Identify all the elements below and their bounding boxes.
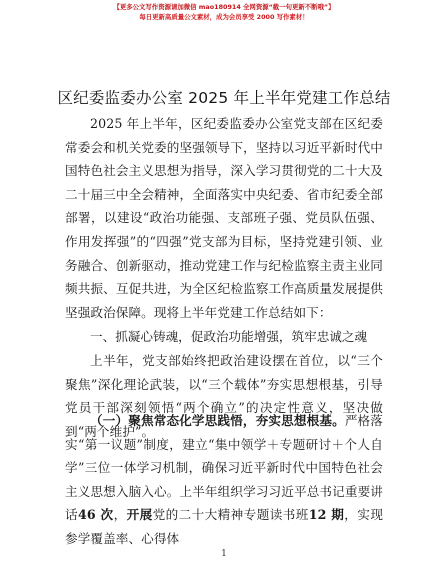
- section-heading-1: 一、抓凝心铸魂，促政治功能增强，筑牢忠诚之魂: [90, 329, 368, 344]
- section1-paragraph: 上半年，党支部始终把政治建设摆在首位，以“三个聚焦”深化理论武装，以“三个载体”夯实思想根基，引导党员干部深刻领悟“两个确立”的决定性意义，坚决做到“两个维护”。: [65, 353, 383, 439]
- subsection1-bold-b: 开展: [126, 507, 153, 523]
- page-number: 1: [221, 549, 227, 559]
- subsection1-count-1: 46 次: [78, 507, 114, 523]
- subsection1-count-2: 12 期: [308, 507, 345, 523]
- intro-paragraph: 2025 年上半年，区纪委监委办公室党支部在区纪委常委会和机关党委的坚强领导下，坚持以习近平新时代中国特色社会主义思想为指导，深入学习贯彻党的二十大及二十届三中全会精神，全面落实中央纪委、省市纪委全部部署，以建设“政治功能强、支部班子强、党员队伍强、作用发挥强”的“四强”党支部为目标，坚持党建引领、业务融合、创新驱动，推动党建工作与纪检监察主责主业同频共振、互促共进，为全区纪检监察工作高质量发展提供坚强政治保障。现将上半年党建工作总结如下：: [65, 116, 383, 320]
- subsection1-text-b: ，: [113, 507, 127, 523]
- document-title: 区纪委监委办公室 2025 年上半年党建工作总结: [57, 89, 391, 107]
- promo-banner: [0, 2, 448, 22]
- subsection1-paragraph: [65, 409, 383, 551]
- subsection1-heading: （一）聚焦常态化学思践悟，夯实思想根基。: [90, 413, 345, 428]
- promo-banner-line2: 每日更新高质量公文素材，成为会员享受 2000 写作素材！: [139, 13, 309, 21]
- promo-banner-line1: 【更多公文写作资源请加微信 mao180914 全网资源“截一句更新不断哦”】: [113, 3, 335, 11]
- subsection1-text-a: 严格落实“第一议题”制度，建立“集中领学＋专题研讨＋个人自学”三位一体学习机制，确保习近平新时代中国特色社会主义思想入脑入心。上半年组织学习习近平总书记重要讲话: [65, 413, 383, 523]
- subsection1-text-d: ，实现参学覆盖率、心得体: [65, 507, 384, 546]
- subsection1-text-c: 党的二十大精神专题读书班: [152, 507, 309, 523]
